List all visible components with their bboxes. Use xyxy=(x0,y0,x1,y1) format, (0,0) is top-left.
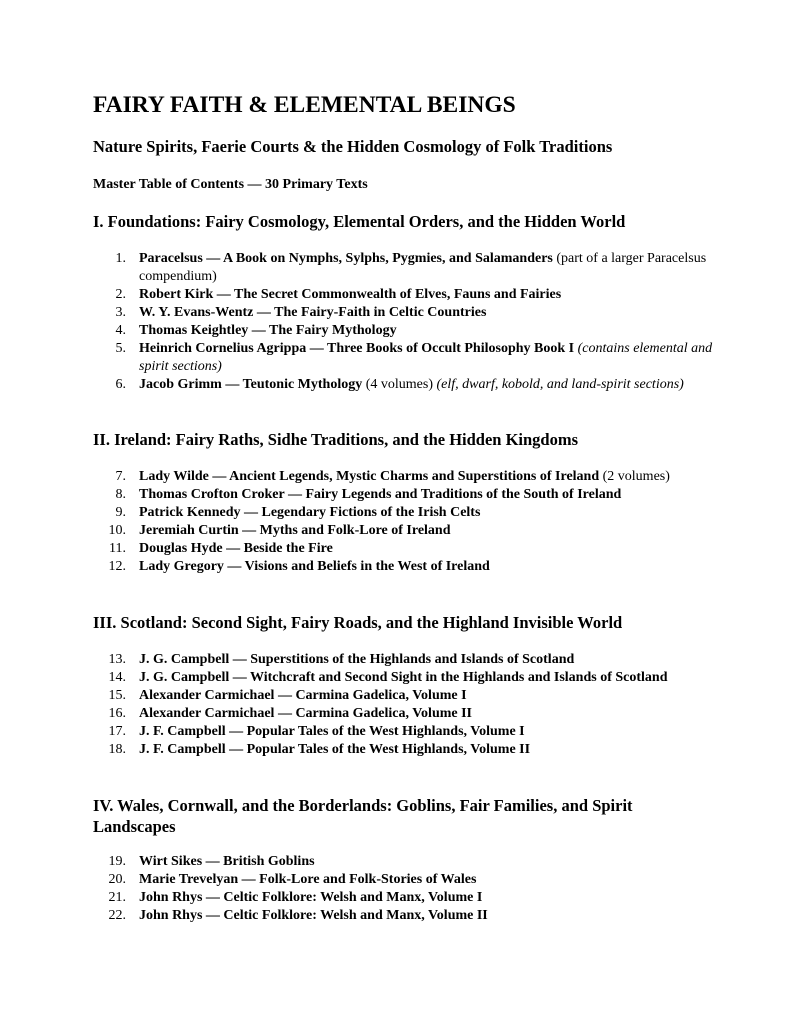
list-item: 19. Wirt Sikes — British Goblins xyxy=(108,854,315,869)
list-item: 14. J. G. Campbell — Witchcraft and Second Sight in the Highlands and Islands of Scotland xyxy=(108,670,668,685)
list-item: 22. John Rhys — Celtic Folklore: Welsh and Manx, Volume II xyxy=(108,908,488,923)
list-item: 7. Lady Wilde — Ancient Legends, Mystic Charms and Superstitions of Ireland (2 volumes) xyxy=(115,469,670,484)
section-heading: II. Ireland: Fairy Raths, Sidhe Traditions, and the Hidden Kingdoms xyxy=(93,430,579,449)
list-item: 8. Thomas Crofton Croker — Fairy Legends and Traditions of the South of Ireland xyxy=(115,487,622,502)
section-scotland xyxy=(93,612,713,759)
toc-heading: Master Table of Contents — 30 Primary Texts xyxy=(93,177,368,192)
section-heading: III. Scotland: Second Sight, Fairy Roads, and the Highland Invisible World xyxy=(93,613,623,632)
list-item: 1. Paracelsus — A Book on Nymphs, Sylphs, Pygmies, and Salamanders (part of a larger Paracelsus compendium) xyxy=(115,251,707,284)
list-item: 21. John Rhys — Celtic Folklore: Welsh and Manx, Volume I xyxy=(108,890,483,905)
section-list xyxy=(93,250,713,394)
section-foundations xyxy=(93,211,713,394)
list-item: 13. J. G. Campbell — Superstitions of the Highlands and Islands of Scotland xyxy=(108,652,575,667)
list-item: 12. Lady Gregory — Visions and Beliefs in the West of Ireland xyxy=(108,559,490,574)
list-item: 18. J. F. Campbell — Popular Tales of the West Highlands, Volume II xyxy=(108,742,531,757)
document-title: FAIRY FAITH & ELEMENTAL BEINGS xyxy=(93,92,516,118)
list-item: 3. W. Y. Evans-Wentz — The Fairy-Faith in Celtic Countries xyxy=(115,305,487,320)
list-item: 17. J. F. Campbell — Popular Tales of the West Highlands, Volume I xyxy=(108,724,525,739)
section-wales xyxy=(93,795,713,925)
list-item: 10. Jeremiah Curtin — Myths and Folk-Lore of Ireland xyxy=(108,523,451,538)
list-item: 2. Robert Kirk — The Secret Commonwealth of Elves, Fauns and Fairies xyxy=(115,287,562,302)
list-item: 16. Alexander Carmichael — Carmina Gadelica, Volume II xyxy=(108,706,473,721)
list-item: 5. Heinrich Cornelius Agrippa — Three Books of Occult Philosophy Book I (contains elemental and spirit sections) xyxy=(115,341,713,374)
section-list xyxy=(93,853,713,925)
document-subtitle: Nature Spirits, Faerie Courts & the Hidden Cosmology of Folk Traditions xyxy=(93,137,613,156)
list-item: 11. Douglas Hyde — Beside the Fire xyxy=(109,541,333,556)
list-item: 9. Patrick Kennedy — Legendary Fictions of the Irish Celts xyxy=(115,505,481,520)
list-item: 20. Marie Trevelyan — Folk-Lore and Folk-Stories of Wales xyxy=(108,872,477,887)
section-list xyxy=(93,468,713,576)
section-ireland xyxy=(93,429,713,576)
list-item: 6. Jacob Grimm — Teutonic Mythology (4 volumes) (elf, dwarf, kobold, and land-spirit sections) xyxy=(115,377,684,392)
section-list xyxy=(93,651,713,759)
section-heading: I. Foundations: Fairy Cosmology, Elemental Orders, and the Hidden World xyxy=(93,212,626,231)
list-item: 15. Alexander Carmichael — Carmina Gadelica, Volume I xyxy=(108,688,467,703)
list-item: 4. Thomas Keightley — The Fairy Mythology xyxy=(115,323,397,338)
section-heading: IV. Wales, Cornwall, and the Borderlands: Goblins, Fair Families, and Spirit Landscapes xyxy=(93,796,633,836)
